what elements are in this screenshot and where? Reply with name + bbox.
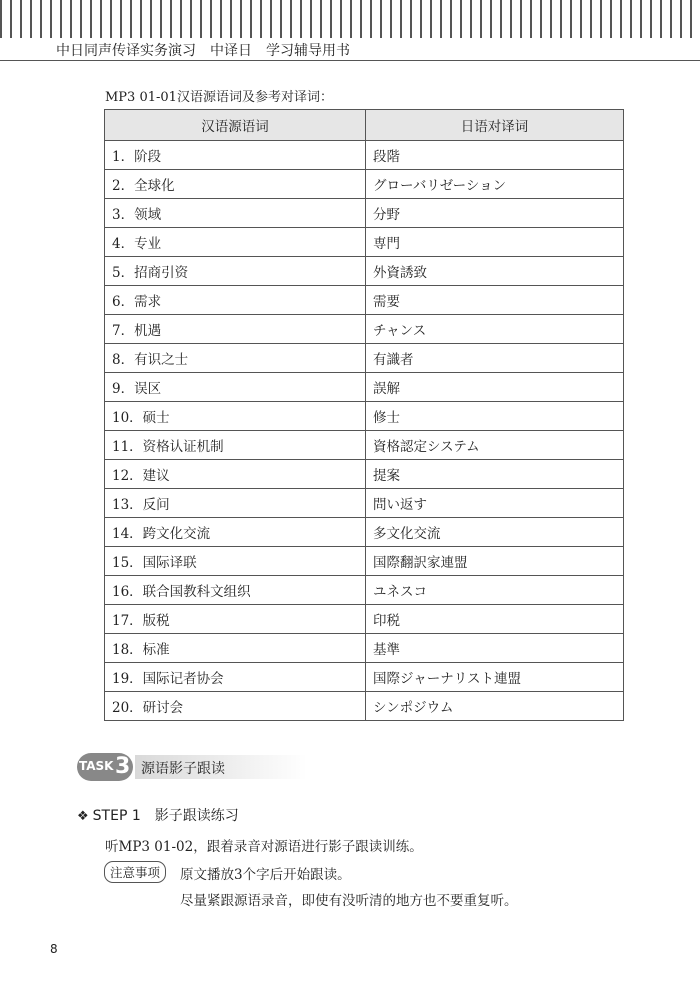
- cell-chinese-term: 19．国际记者协会: [105, 663, 366, 692]
- table-row: [105, 344, 624, 373]
- table-row: [105, 692, 624, 721]
- table-row: [105, 199, 624, 228]
- cell-japanese-term: 国際ジャーナリスト連盟: [366, 663, 624, 692]
- cell-chinese-term: 2．全球化: [105, 170, 366, 199]
- table-row: [105, 373, 624, 402]
- table-row: [105, 489, 624, 518]
- table-row: [105, 141, 624, 170]
- task-label: 源语影子跟读: [141, 761, 225, 777]
- cell-chinese-term: 16．联合国教科文组织: [105, 576, 366, 605]
- cell-japanese-term: チャンス: [366, 315, 624, 344]
- cell-japanese-term: 問い返す: [366, 489, 624, 518]
- table-row: [105, 402, 624, 431]
- cell-japanese-term: グローバリゼーション: [366, 170, 624, 199]
- task-badge: [77, 753, 133, 781]
- cell-chinese-term: 9．误区: [105, 373, 366, 402]
- cell-chinese-term: 5．招商引资: [105, 257, 366, 286]
- cell-japanese-term: 誤解: [366, 373, 624, 402]
- step-label: STEP 1 影子跟读练习: [92, 808, 239, 824]
- cell-chinese-term: 11．资格认证机制: [105, 431, 366, 460]
- cell-chinese-term: 15．国际译联: [105, 547, 366, 576]
- cell-japanese-term: 有識者: [366, 344, 624, 373]
- cell-japanese-term: 外資誘致: [366, 257, 624, 286]
- table-header-row: [105, 110, 624, 141]
- cell-chinese-term: 4．专业: [105, 228, 366, 257]
- table-row: [105, 460, 624, 489]
- vocabulary-table: [104, 109, 624, 721]
- cell-chinese-term: 14．跨文化交流: [105, 518, 366, 547]
- table-row: [105, 431, 624, 460]
- note-line-1: 原文播放3个字后开始跟读。: [180, 867, 351, 883]
- header-japanese: 日语对译词: [366, 110, 624, 141]
- table-body: [105, 141, 624, 721]
- cell-chinese-term: 12．建议: [105, 460, 366, 489]
- note-tag: 注意事项: [104, 861, 166, 883]
- cell-japanese-term: 資格認定システム: [366, 431, 624, 460]
- cell-chinese-term: 18．标准: [105, 634, 366, 663]
- book-title: 中日同声传译实务演习 中译日 学习辅导用书: [50, 40, 356, 60]
- cell-chinese-term: 3．领域: [105, 199, 366, 228]
- cell-japanese-term: 分野: [366, 199, 624, 228]
- header-stripes: [0, 0, 700, 38]
- cell-japanese-term: 提案: [366, 460, 624, 489]
- table-row: [105, 228, 624, 257]
- cell-chinese-term: 7．机遇: [105, 315, 366, 344]
- cell-japanese-term: 修士: [366, 402, 624, 431]
- table-row: [105, 286, 624, 315]
- cell-chinese-term: 13．反问: [105, 489, 366, 518]
- running-header: [0, 38, 700, 61]
- table-row: [105, 170, 624, 199]
- task-number: 3: [115, 754, 131, 779]
- cell-chinese-term: 8．有识之士: [105, 344, 366, 373]
- table-row: [105, 634, 624, 663]
- table-row: [105, 315, 624, 344]
- cell-japanese-term: 多文化交流: [366, 518, 624, 547]
- cell-chinese-term: 6．需求: [105, 286, 366, 315]
- table-row: [105, 518, 624, 547]
- task-label-box: [135, 755, 307, 779]
- cell-japanese-term: 基準: [366, 634, 624, 663]
- table-row: [105, 257, 624, 286]
- note-line-2: 尽量紧跟源语录音，即使有没听清的地方也不要重复听。: [180, 893, 518, 909]
- table-row: [105, 663, 624, 692]
- page-number: 8: [50, 942, 58, 956]
- cell-chinese-term: 10．硕士: [105, 402, 366, 431]
- cell-japanese-term: シンポジウム: [366, 692, 624, 721]
- instruction-text: 听MP3 01-02，跟着录音对源语进行影子跟读训练。: [105, 839, 423, 855]
- header-chinese: 汉语源语词: [105, 110, 366, 141]
- table-row: [105, 547, 624, 576]
- task-heading: [77, 753, 337, 781]
- cell-japanese-term: 段階: [366, 141, 624, 170]
- step-heading: [77, 805, 239, 825]
- cell-chinese-term: 1．阶段: [105, 141, 366, 170]
- cell-chinese-term: 17．版税: [105, 605, 366, 634]
- four-diamond-icon: ❖: [77, 809, 89, 824]
- cell-japanese-term: 需要: [366, 286, 624, 315]
- table-row: [105, 605, 624, 634]
- cell-japanese-term: 国際翻訳家連盟: [366, 547, 624, 576]
- cell-japanese-term: 印税: [366, 605, 624, 634]
- cell-japanese-term: ユネスコ: [366, 576, 624, 605]
- table-row: [105, 576, 624, 605]
- section-caption: MP3 01-01汉语源语词及参考对译词：: [105, 90, 333, 105]
- cell-japanese-term: 専門: [366, 228, 624, 257]
- task-word: TASK: [79, 759, 114, 773]
- cell-chinese-term: 20．研讨会: [105, 692, 366, 721]
